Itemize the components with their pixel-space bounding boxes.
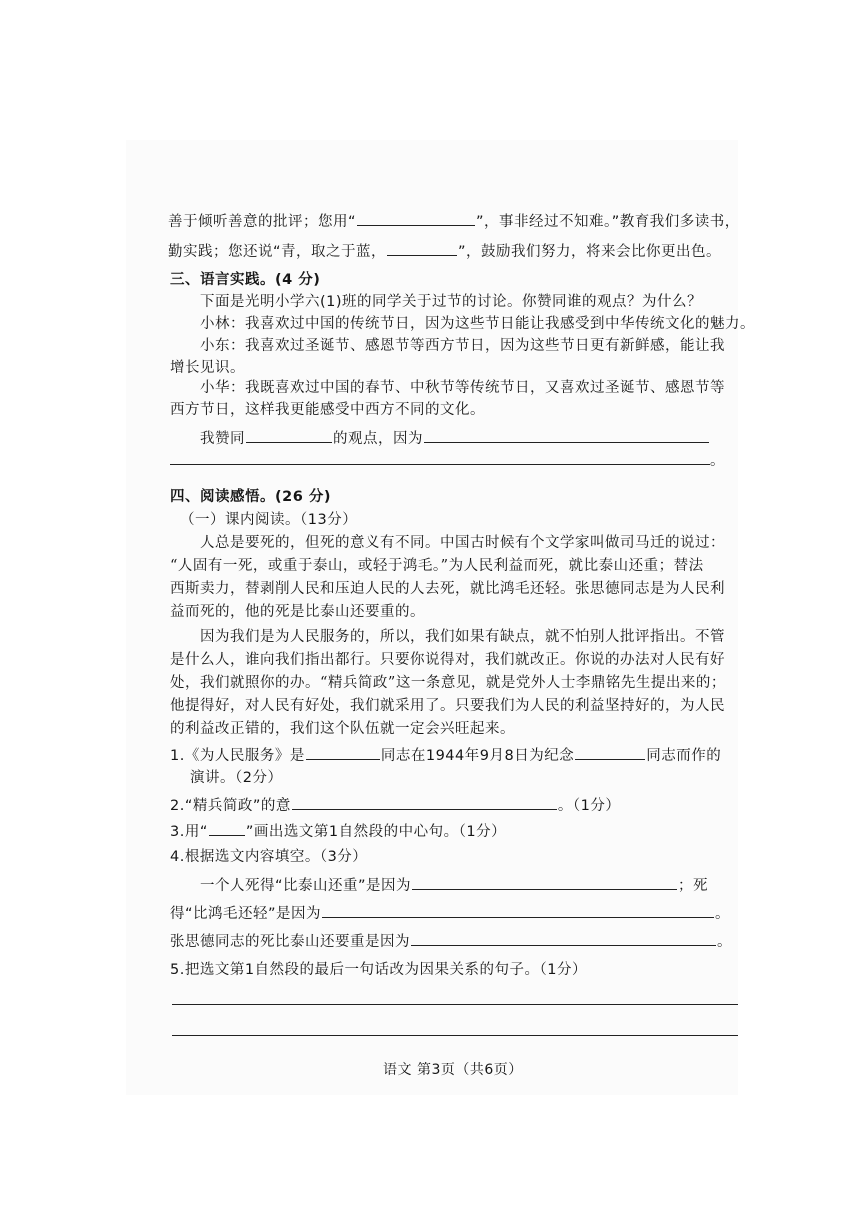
xiaolin-statement: 小林：我喜欢过中国的传统节日，因为这些节日能让我感受到中华传统文化的魅力。 xyxy=(200,316,755,332)
top-line-2 xyxy=(168,240,721,262)
fill-blank-quote-1[interactable] xyxy=(357,210,475,226)
question-2-blank[interactable] xyxy=(292,794,557,810)
question-3 xyxy=(170,820,506,842)
answer-line xyxy=(200,427,710,449)
question-3-underline-sample xyxy=(209,820,245,836)
answer-label-a: 我赞同 xyxy=(200,431,245,447)
question-5-answer-rule-2[interactable] xyxy=(172,1035,738,1036)
top-line-1 xyxy=(168,210,740,232)
question-4-line-2-text: 得“比鸿毛还轻”是因为 xyxy=(170,906,322,922)
question-4-line-1 xyxy=(200,874,708,896)
question-4-blank-3[interactable] xyxy=(411,930,716,946)
question-2 xyxy=(170,794,620,816)
passage-line-5: 因为我们是为人民服务的，所以，我们如果有缺点，就不怕别人批评指出。不管 xyxy=(200,629,725,645)
xiaodong-statement-2: 增长见识。 xyxy=(170,360,245,376)
question-4-line-3-end: 。 xyxy=(717,934,732,950)
question-2-text-a: 2.“精兵简政”的意 xyxy=(170,798,291,814)
passage-line-4: 益而死的，他的死是比泰山还要重的。 xyxy=(170,604,425,620)
answer-end-mark: 。 xyxy=(710,453,725,469)
question-4-line-3-text: 张思德同志的死比泰山还要重是因为 xyxy=(170,934,410,950)
question-1-blank-person[interactable] xyxy=(575,744,645,760)
fill-blank-quote-2[interactable] xyxy=(387,240,457,256)
top-line-1-text-a: 善于倾听善意的批评；您用“ xyxy=(168,214,357,230)
question-2-text-b: 。（1分） xyxy=(557,798,621,814)
question-4: 4.根据选文内容填空。（3分） xyxy=(170,849,368,865)
top-line-2-text-a: 勤实践；您还说“青，取之于蓝， xyxy=(168,244,387,260)
question-3-text-b: ”画出选文第1自然段的中心句。（1分） xyxy=(245,824,507,840)
answer-blank-reason[interactable] xyxy=(424,427,709,443)
top-line-1-text-b: ”，事非经过不知难。”教育我们多读书， xyxy=(476,214,740,230)
question-4-line-2-end: 。 xyxy=(715,906,731,922)
xiaohua-statement-2: 西方节日，这样我更能感受中西方不同的文化。 xyxy=(170,402,485,418)
passage-line-1: 人总是要死的，但死的意义有不同。中国古时候有个文学家叫做司马迁的说过： xyxy=(200,535,725,551)
answer-rule-2[interactable] xyxy=(170,464,710,465)
answer-label-b: 的观点，因为 xyxy=(333,431,423,447)
passage-line-7: 处，我们就照你的办。“精兵简政”这一条意见，就是党外人士李鼎铭先生提出来的； xyxy=(170,675,726,691)
top-line-2-text-b: ”，鼓励我们努力，将来会比你更出色。 xyxy=(458,244,722,260)
question-1-blank-author[interactable] xyxy=(306,744,380,760)
xiaohua-statement-1: 小华：我既喜欢过中国的春节、中秋节等传统节日，又喜欢过圣诞节、感恩节等 xyxy=(200,380,725,396)
question-5-answer-rule-1[interactable] xyxy=(172,1004,738,1005)
passage-line-3: 西斯卖力，替剥削人民和压迫人民的人去死，就比鸿毛还轻。张思德同志是为人民利 xyxy=(170,581,725,597)
xiaodong-statement-1: 小东：我喜欢过圣诞节、感恩节等西方节日，因为这些节日更有新鲜感，能让我 xyxy=(200,338,725,354)
page-footer: 语文 第3页（共6页） xyxy=(383,1062,523,1078)
passage-line-8: 他提得好，对人民有好处，我们就采用了。只要我们为人民的利益坚持好的，为人民 xyxy=(170,698,725,714)
section-4-heading: 四、阅读感悟。(26 分) xyxy=(170,489,331,505)
question-4-line-2 xyxy=(170,902,730,924)
question-1-text-c: 同志而作的 xyxy=(646,748,722,764)
question-3-text-a: 3.用“ xyxy=(170,824,208,840)
section-4-subheading: （一）课内阅读。（13分） xyxy=(180,512,358,528)
passage-line-9: 的利益改正错的，我们这个队伍就一定会兴旺起来。 xyxy=(170,721,515,737)
section-3-prompt: 下面是光明小学六(1)班的同学关于过节的讨论。你赞同谁的观点？为什么？ xyxy=(200,294,703,310)
question-1-text-b: 同志在1944年9月8日为纪念 xyxy=(380,748,575,764)
question-4-blank-2[interactable] xyxy=(322,902,714,918)
question-4-line-1-end: ；死 xyxy=(678,878,709,894)
question-5: 5.把选文第1自然段的最后一句话改为因果关系的句子。（1分） xyxy=(170,962,588,978)
answer-blank-person[interactable] xyxy=(246,427,332,443)
question-4-blank-1[interactable] xyxy=(412,874,677,890)
question-1-text-a: 1.《为人民服务》是 xyxy=(170,748,305,764)
passage-line-6: 是什么人，谁向我们指出都行。只要你说得对，我们就改正。你说的办法对人民有好 xyxy=(170,652,725,668)
question-4-line-3 xyxy=(170,930,732,952)
passage-line-2: “人固有一死，或重于泰山，或轻于鸿毛。”为人民利益而死，就比泰山还重；替法 xyxy=(170,558,704,574)
question-1-continued: 演讲。（2分） xyxy=(190,770,283,786)
section-3-heading: 三、语言实践。(4 分) xyxy=(170,272,321,288)
question-1 xyxy=(170,744,721,766)
question-4-line-1-text: 一个人死得“比泰山还重”是因为 xyxy=(200,878,412,894)
